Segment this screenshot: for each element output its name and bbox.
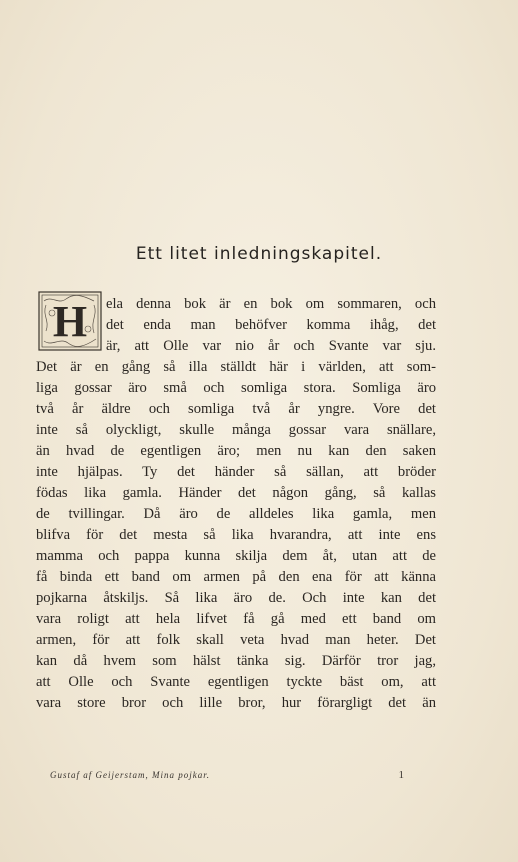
ornamental-initial-icon bbox=[38, 291, 102, 351]
printer-signature: Gustaf af Geijerstam, Mina pojkar. bbox=[50, 770, 210, 780]
text-line: vara store bror och lille bror, hur förargligt det än bbox=[36, 695, 436, 711]
text-line: två år äldre och somliga två år yngre. Vore det bbox=[36, 401, 436, 417]
text-line: ela denna bok är en bok om sommaren, och bbox=[106, 296, 436, 312]
text-line: är, att Olle var nio år och Svante var sju. bbox=[106, 338, 436, 354]
text-line: mamma och pappa kunna skilja dem åt, utan att de bbox=[36, 548, 436, 564]
text-line: det enda man behöfver komma ihåg, det bbox=[106, 317, 436, 333]
text-line: pojkarna åtskiljs. Så lika äro de. Och inte kan det bbox=[36, 590, 436, 606]
text-line: få binda ett band om armen på den ena för att känna bbox=[36, 569, 436, 585]
sheet-number: 1 bbox=[398, 769, 405, 781]
text-line: än hvad de egentligen äro; men nu kan den saken bbox=[36, 443, 436, 459]
decorated-initial-h bbox=[38, 291, 102, 351]
chapter-title: Ett litet inledningskapitel. bbox=[135, 244, 383, 264]
text-line: födas lika gamla. Händer det någon gång, så kallas bbox=[36, 485, 436, 501]
text-line: Det är en gång så illa ställdt här i världen, att som- bbox=[36, 359, 436, 375]
text-line: vara roligt att hela lifvet få gå med ett band om bbox=[36, 611, 436, 627]
text-line: blifva för det mesta så lika hvarandra, att inte ens bbox=[36, 527, 436, 543]
text-line: kan då hvem som hälst tänka sig. Därför tror jag, bbox=[36, 653, 436, 669]
body-text bbox=[36, 294, 436, 714]
text-line: inte hjälpas. Ty det händer så sällan, att bröder bbox=[36, 464, 436, 480]
text-line: inte så olyckligt, skulle många gossar vara snällare, bbox=[36, 422, 436, 438]
initial-letter: H bbox=[52, 297, 88, 346]
text-line: att Olle och Svante egentligen tyckte bäst om, att bbox=[36, 674, 436, 690]
page-footer bbox=[50, 770, 405, 786]
text-line: armen, för att folk skall veta hvad man heter. Det bbox=[36, 632, 436, 648]
text-line: liga gossar äro små och somliga stora. Somliga äro bbox=[36, 380, 436, 396]
text-line: de tvillingar. Då äro de alldeles lika gamla, men bbox=[36, 506, 436, 522]
